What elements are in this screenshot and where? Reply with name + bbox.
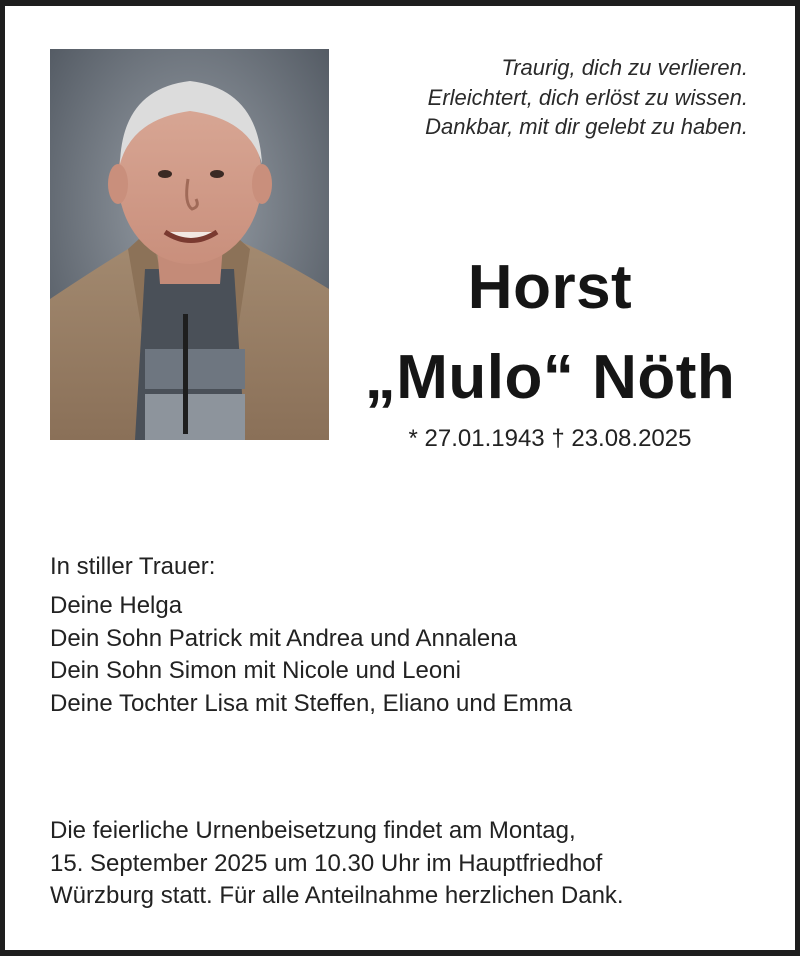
funeral-notice-line: Würzburg statt. Für alle Anteilnahme herzlichen Dank.: [50, 882, 624, 910]
life-dates: * 27.01.1943 † 23.08.2025: [408, 425, 692, 452]
mourner-entry: Dein Sohn Simon mit Nicole und Leoni: [50, 657, 461, 685]
deceased-nickname-surname: „Mulo“ Nöth: [364, 343, 736, 412]
mourner-entry: Deine Tochter Lisa mit Steffen, Eliano und Emma: [50, 690, 573, 718]
portrait-photo: [50, 49, 329, 440]
funeral-notice-line: 15. September 2025 um 10.30 Uhr im Hauptfriedhof: [50, 849, 603, 877]
quote-line: Dankbar, mit dir gelebt zu haben.: [425, 114, 748, 139]
quote-line: Erleichtert, dich erlöst zu wissen.: [427, 84, 748, 110]
mourners-list: [50, 590, 572, 721]
mourners-section: [50, 551, 572, 721]
mourner-entry: Deine Helga: [50, 592, 183, 619]
mourner-entry: Dein Sohn Patrick mit Andrea und Annalena: [50, 624, 517, 652]
deceased-first-name: Horst: [467, 253, 633, 322]
quote-line: Traurig, dich zu verlieren.: [501, 55, 748, 80]
mourners-heading: In stiller Trauer:: [50, 553, 216, 580]
funeral-notice: [50, 815, 624, 913]
funeral-notice-line: Die feierliche Urnenbeisetzung findet am Montag,: [50, 817, 576, 844]
memorial-quote: [425, 53, 748, 142]
